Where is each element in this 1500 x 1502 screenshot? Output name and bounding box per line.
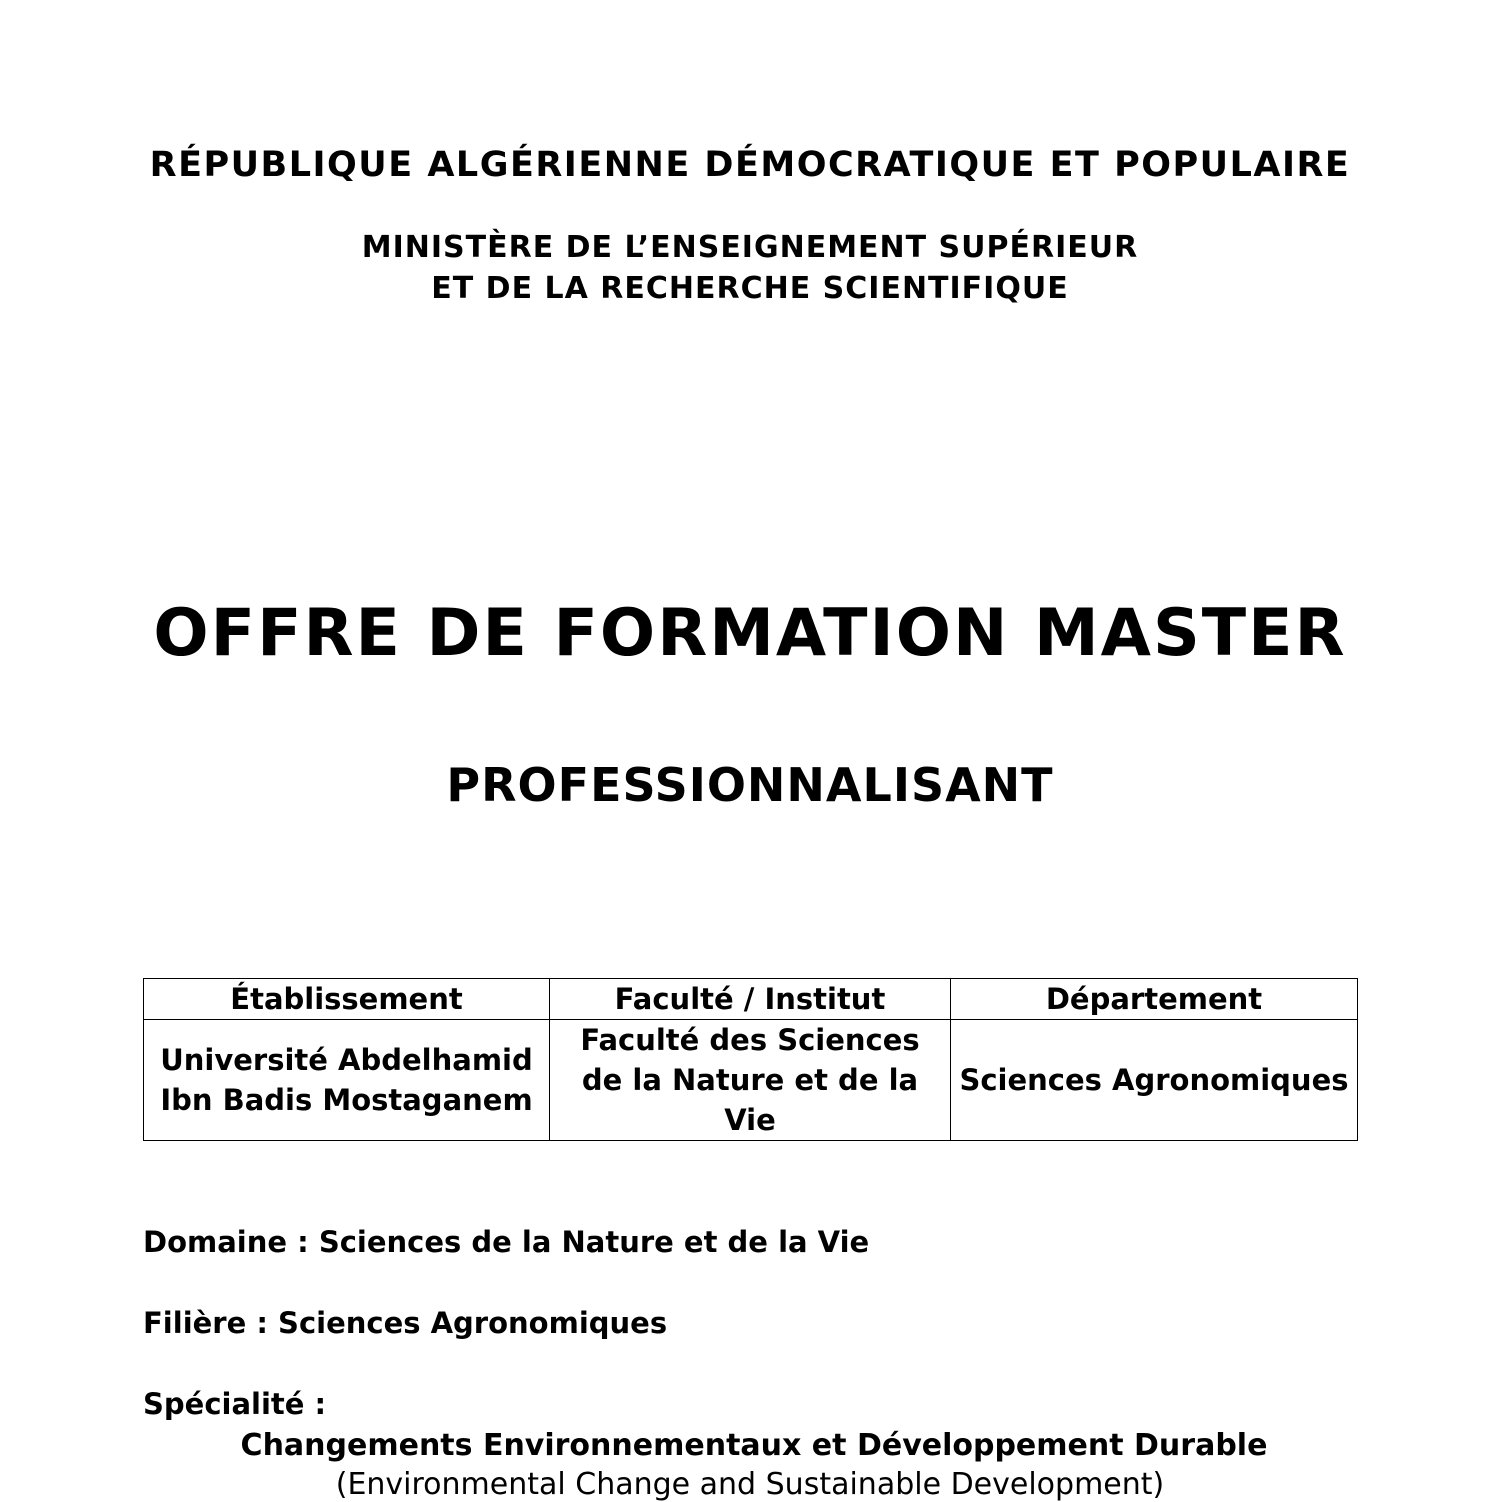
republic-header: RÉPUBLIQUE ALGÉRIENNE DÉMOCRATIQUE ET POPULAIRE — [149, 145, 1351, 185]
cell-etablissement: Université Abdelhamid Ibn Badis Mostaganem — [144, 1020, 550, 1141]
table-header-row — [144, 979, 1358, 1020]
ministry-header-line-1: MINISTÈRE DE L’ENSEIGNEMENT SUPÉRIEUR — [361, 230, 1139, 265]
specialite-label: Spécialité : — [143, 1387, 327, 1421]
institution-table — [143, 978, 1358, 1141]
filiere-field: Filière : Sciences Agronomiques — [143, 1306, 668, 1340]
domaine-field: Domaine : Sciences de la Nature et de la Vie — [143, 1225, 870, 1259]
ministry-header-line-2: ET DE LA RECHERCHE SCIENTIFIQUE — [431, 271, 1069, 306]
table-row — [144, 1020, 1358, 1141]
header-departement: Département — [951, 979, 1358, 1020]
document-subtitle: PROFESSIONNALISANT — [446, 758, 1054, 812]
header-etablissement: Établissement — [144, 979, 550, 1020]
cell-faculte: Faculté des Sciences de la Nature et de la Vie — [550, 1020, 951, 1141]
specialite-title: Changements Environnementaux et Développement Durable — [240, 1428, 1268, 1463]
document-title: OFFRE DE FORMATION MASTER — [153, 596, 1347, 671]
cell-departement: Sciences Agronomiques — [951, 1020, 1358, 1141]
header-faculte: Faculté / Institut — [550, 979, 951, 1020]
specialite-translation: (Environmental Change and Sustainable Development) — [335, 1467, 1165, 1502]
